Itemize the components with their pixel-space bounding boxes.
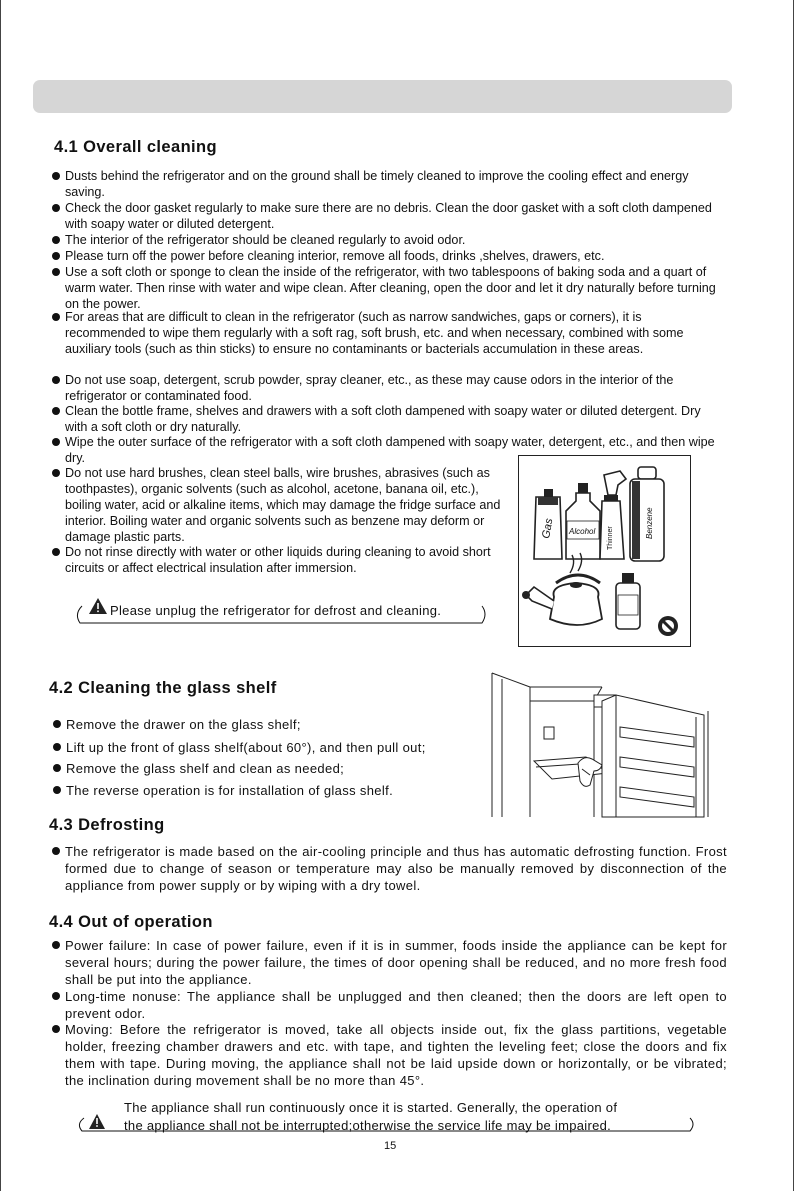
bullet-item: Do not use hard brushes, clean steel balls, wire brushes, abrasives (such as toothpastes), organic solvents (such as alcohol, acetone, banana oil, etc.), boiling water, acid or alkaline items, which may damage the fridge surface and interior. Boiling water and organic solvents such as benzene may deform or damage plastic parts.: [65, 465, 505, 545]
bullet-dot: [53, 786, 61, 794]
note-text-line-2: the appliance shall not be interrupted;otherwise the service life may be impaired.: [124, 1118, 612, 1133]
bullet-dot: [52, 313, 60, 321]
note-text-line-1: The appliance shall run continuously once it is started. Generally, the operation of: [124, 1100, 618, 1115]
bullet-dot: [52, 204, 60, 212]
bullet-dot: [52, 469, 60, 477]
bullet-dot: [53, 764, 61, 772]
bullet-dot: [53, 743, 61, 751]
bullet-item: Remove the glass shelf and clean as needed;: [66, 760, 486, 777]
bullet-dot: [52, 376, 60, 384]
bullet-item: The refrigerator is made based on the air-cooling principle and thus has automatic defrosting function. Frost formed due to change of season or temperature may also be manually removed by disconnection of the appliance from power supply or by wiping with a dry towel.: [65, 843, 727, 894]
label-gas: Gas: [540, 517, 556, 540]
label-benzene: Benzene: [645, 507, 654, 539]
warning-triangle-icon: [89, 598, 107, 614]
bullet-dot: [52, 268, 60, 276]
bullet-item: Remove the drawer on the glass shelf;: [66, 716, 486, 733]
bullet-item: Power failure: In case of power failure, even if it is in summer, foods inside the appliance can be kept for several hours; during the power failure, the times of door opening shall be reduced, and no more fresh food shall be put into the appliance.: [65, 937, 727, 988]
warning-text: Please unplug the refrigerator for defrost and cleaning.: [110, 603, 442, 618]
bullet-item: Dusts behind the refrigerator and on the ground shall be timely cleaned to improve the cooling effect and energy saving.: [65, 168, 725, 200]
bullet-dot: [52, 236, 60, 244]
bullet-item: Use a soft cloth or sponge to clean the inside of the refrigerator, with two tablespoons of baking soda and a quart of warm water. Then rinse with water and wipe clean. After cleaning, open the door and let it dry naturally before turning on the power.: [65, 264, 725, 312]
gas-can-icon: [534, 489, 562, 559]
bullet-item: Lift up the front of glass shelf(about 60°), and then pull out;: [66, 739, 486, 756]
bullet-dot: [52, 847, 60, 855]
section-title-4-2: 4.2 Cleaning the glass shelf: [49, 679, 277, 697]
page-number: 15: [384, 1140, 397, 1152]
bullet-dot: [52, 941, 60, 949]
bullet-item: The reverse operation is for installation of glass shelf.: [66, 782, 486, 799]
bullet-item: For areas that are difficult to clean in the refrigerator (such as narrow sandwiches, gaps or corners), it is recommended to wipe them regularly with a soft rag, soft brush, etc. and when necessary, combined with some auxiliary tools (such as thin sticks) to ensure no contaminants or bacterials accumulation in these areas.: [65, 309, 725, 357]
bullet-item: Long-time nonuse: The appliance shall be unplugged and then cleaned; then the doors are left open to prevent odor.: [65, 988, 727, 1022]
bullet-dot: [52, 407, 60, 415]
bullet-dot: [52, 172, 60, 180]
label-alcohol: Alcohol: [569, 527, 596, 536]
section-title-4-1: 4.1 Overall cleaning: [54, 138, 217, 156]
section-title-4-4: 4.4 Out of operation: [49, 913, 213, 931]
bullet-dot: [52, 992, 60, 1000]
header-band: [33, 80, 732, 113]
bullet-item: Moving: Before the refrigerator is moved, take all objects inside out, fix the glass partitions, vegetable holder, freezing chamber drawers and etc. with tape, and tighten the leveling feet; close the doors and fix them with tape. During moving, the appliance shall not be laid upside down or horizontally, or be vibrated; the inclination during movement shall be no more than 45°.: [65, 1021, 727, 1089]
bullet-dot: [52, 1025, 60, 1033]
label-thinner: Thinner: [607, 526, 614, 550]
bullet-dot: [52, 252, 60, 260]
bullet-dot: [53, 720, 61, 728]
fridge-shelf-illustration: [490, 671, 710, 819]
bullet-item: Do not use soap, detergent, scrub powder, spray cleaner, etc., as these may cause odors in the interior of the refrigerator or contaminated food.: [65, 372, 725, 404]
bullet-item: Check the door gasket regularly to make sure there are no debris. Clean the door gasket with a soft cloth dampened with soapy water or diluted detergent.: [65, 200, 725, 232]
bullet-item: Please turn off the power before cleaning interior, remove all foods, drinks ,shelves, drawers, etc.: [65, 248, 725, 264]
bullet-dot: [52, 548, 60, 556]
chemicals-illustration: [518, 455, 691, 647]
benzene-bottle-icon: [630, 467, 664, 561]
bullet-item: Do not rinse directly with water or other liquids during cleaning to avoid short circuits or affect electrical insulation after immersion.: [65, 544, 505, 576]
bullet-item: Clean the bottle frame, shelves and drawers with a soft cloth dampened with soapy water or diluted detergent. Dry with a soft cloth or dry naturally.: [65, 403, 725, 435]
section-title-4-3: 4.3 Defrosting: [49, 816, 165, 834]
warning-triangle-icon: [89, 1114, 105, 1129]
bullet-dot: [52, 438, 60, 446]
prohibited-icon: [658, 616, 678, 636]
bullet-item: The interior of the refrigerator should be cleaned regularly to avoid odor.: [65, 232, 725, 248]
page-border-left: [0, 0, 1, 1191]
bullet-item: Wipe the outer surface of the refrigerator with a soft cloth dampened with soapy water, detergent, etc., and then wipe dry.: [65, 434, 735, 466]
